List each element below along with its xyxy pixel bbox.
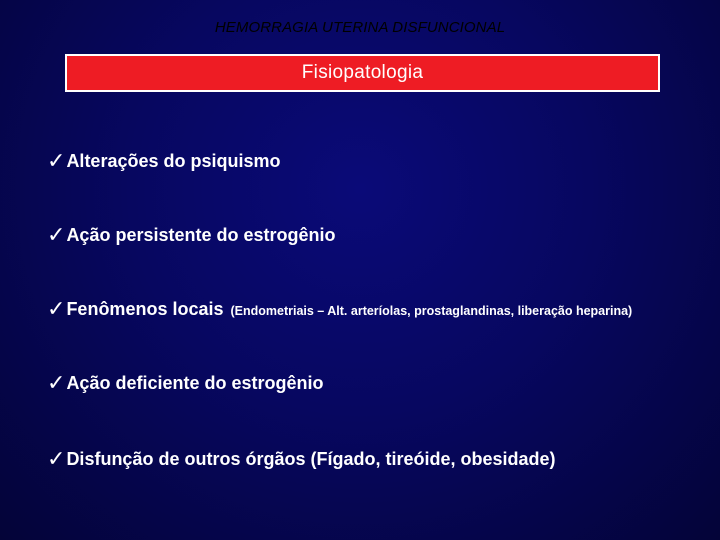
checkmark-icon: ✓ <box>47 149 66 174</box>
checkmark-icon: ✓ <box>47 223 66 248</box>
slide-header: HEMORRAGIA UTERINA DISFUNCIONAL <box>214 19 506 36</box>
bullet-text: Ação persistente do estrogênio <box>66 225 336 245</box>
section-title-box <box>65 54 660 92</box>
checkmark-icon: ✓ <box>47 447 66 472</box>
checkmark-icon: ✓ <box>47 371 66 396</box>
bullet-text: Fenômenos locais <box>66 299 224 319</box>
bullet-item <box>47 296 632 321</box>
bullet-item <box>47 446 556 471</box>
bullet-text: Alterações do psiquismo <box>66 151 281 171</box>
bullet-item <box>47 148 281 173</box>
checkmark-icon: ✓ <box>47 297 66 322</box>
bullet-detail: (Endometriais – Alt. arteríolas, prostaglandinas, liberação heparina) <box>230 304 633 318</box>
bullet-text: Ação deficiente do estrogênio <box>66 373 324 393</box>
bullet-text: Disfunção de outros órgãos (Fígado, tireóide, obesidade) <box>66 449 556 469</box>
bullet-item <box>47 222 336 247</box>
bullet-item <box>47 370 323 395</box>
section-title: Fisiopatologia <box>301 62 424 83</box>
